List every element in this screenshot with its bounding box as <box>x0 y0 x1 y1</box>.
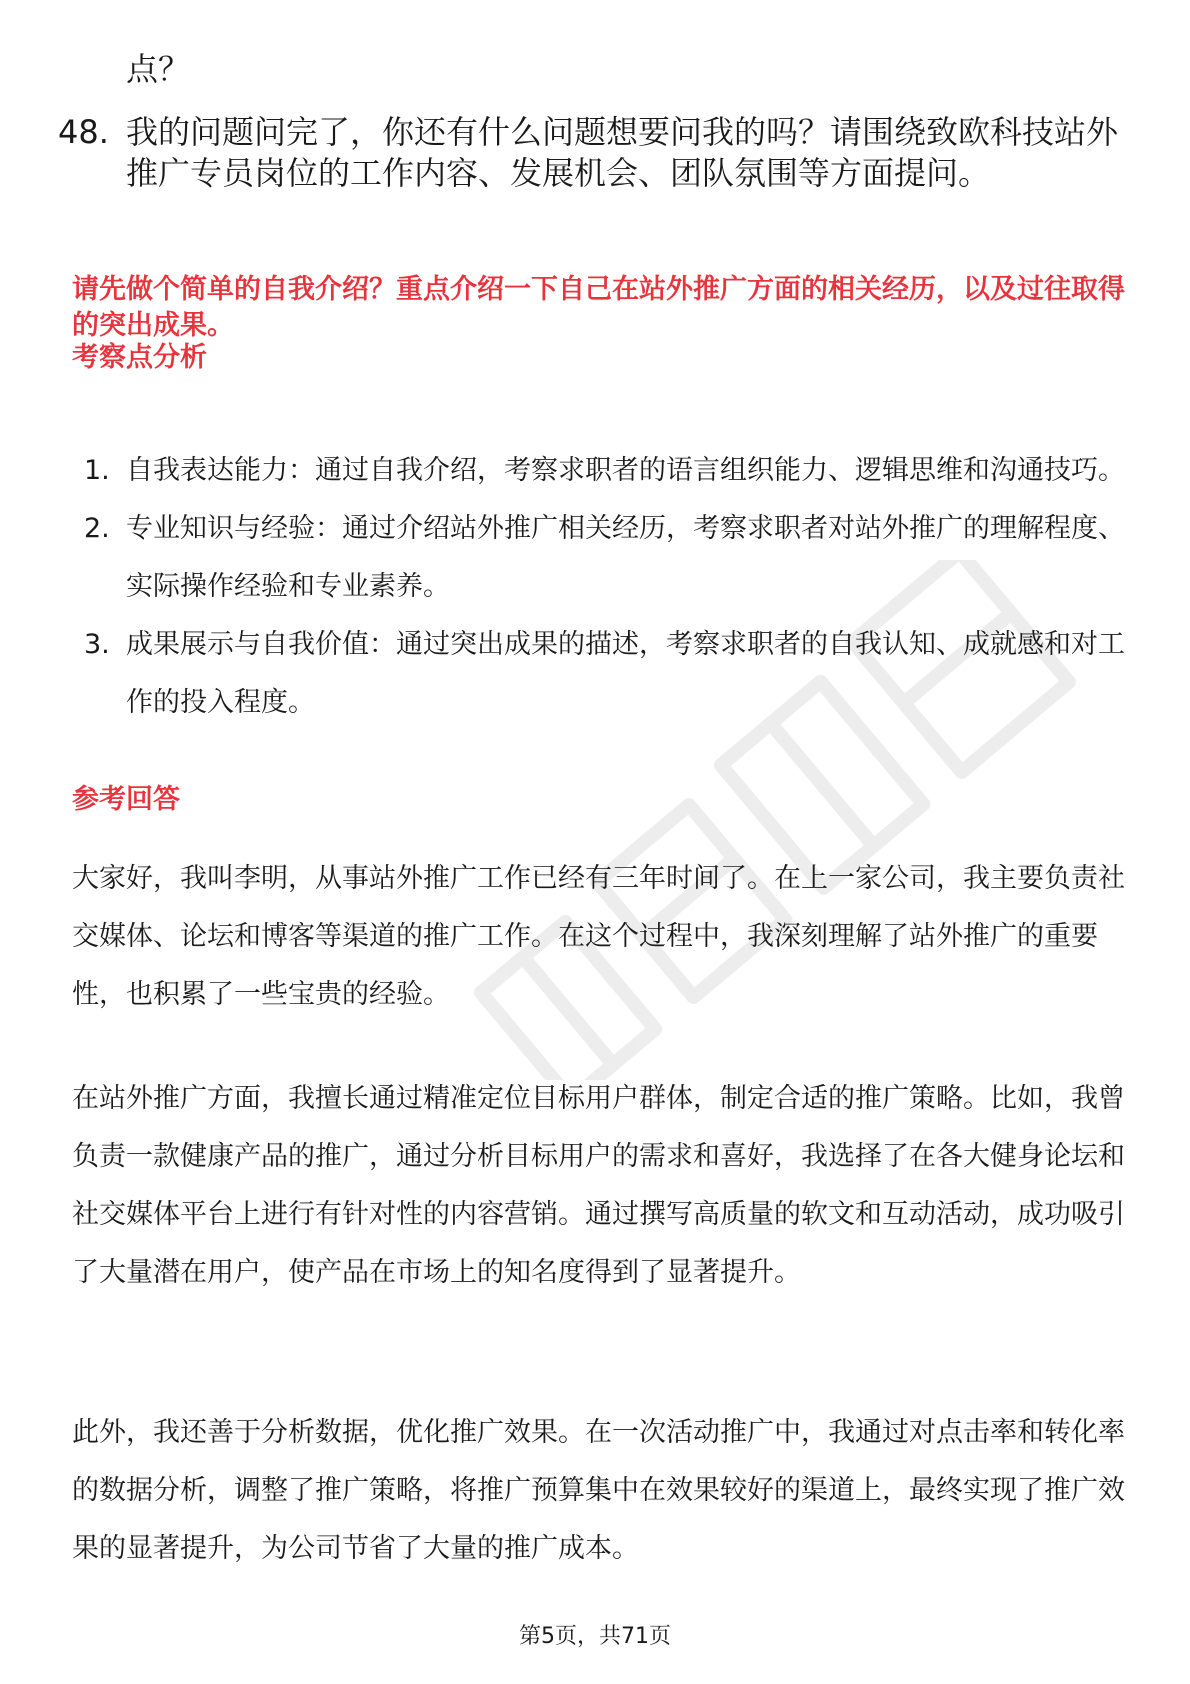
interview-question: 请先做个简单的自我介绍？重点介绍一下自己在站外推广方面的相关经历，以及过往取得的突出成果。 <box>72 274 1125 341</box>
analysis-heading: 考察点分析 <box>72 342 207 373</box>
analysis-item-number: 3. <box>84 629 110 660</box>
analysis-item-text: 自我表达能力：通过自我介绍，考察求职者的语言组织能力、逻辑思维和沟通技巧。 <box>126 455 1125 486</box>
answer-paragraph: 此外，我还善于分析数据，优化推广效果。在一次活动推广中，我通过对点击率和转化率的数据分析，调整了推广策略，将推广预算集中在效果较好的渠道上，最终实现了推广效果的显著提升，为公司节省了大量的推广成本。 <box>72 1417 1125 1564</box>
answer-paragraph: 大家好，我叫李明，从事站外推广工作已经有三年时间了。在上一家公司，我主要负责社交媒体、论坛和博客等渠道的推广工作。在这个过程中，我深刻理解了站外推广的重要性，也积累了一些宝贵的经验。 <box>72 863 1125 1010</box>
analysis-item <box>84 500 1134 616</box>
answer-paragraph: 在站外推广方面，我擅长通过精准定位目标用户群体，制定合适的推广策略。比如，我曾负责一款健康产品的推广，通过分析目标用户的需求和喜好，我选择了在各大健身论坛和社交媒体平台上进行有针对性的内容营销。通过撰写高质量的软文和互动活动，成功吸引了大量潜在用户，使产品在市场上的知名度得到了显著提升。 <box>72 1083 1125 1288</box>
analysis-item-number: 1. <box>84 455 110 486</box>
analysis-item <box>84 616 1134 732</box>
analysis-item-text: 专业知识与经验：通过介绍站外推广相关经历，考察求职者对站外推广的理解程度、实际操作经验和专业素养。 <box>126 513 1125 602</box>
analysis-item-text: 成果展示与自我价值：通过突出成果的描述，考察求职者的自我认知、成就感和对工作的投入程度。 <box>126 629 1125 718</box>
previous-question-tail: 点？ <box>126 50 191 88</box>
page-number: 第5页，共71页 <box>519 1624 671 1649</box>
analysis-item <box>84 442 1134 500</box>
question-48-text: 我的问题问完了，你还有什么问题想要问我的吗？请围绕致欧科技站外推广专员岗位的工作内容、发展机会、团队氛围等方面提问。 <box>126 113 1119 192</box>
reference-heading: 参考回答 <box>72 784 180 815</box>
analysis-list <box>84 442 1134 732</box>
analysis-item-number: 2. <box>84 513 110 544</box>
question-48 <box>58 112 1128 194</box>
question-48-number: 48. <box>58 113 109 151</box>
